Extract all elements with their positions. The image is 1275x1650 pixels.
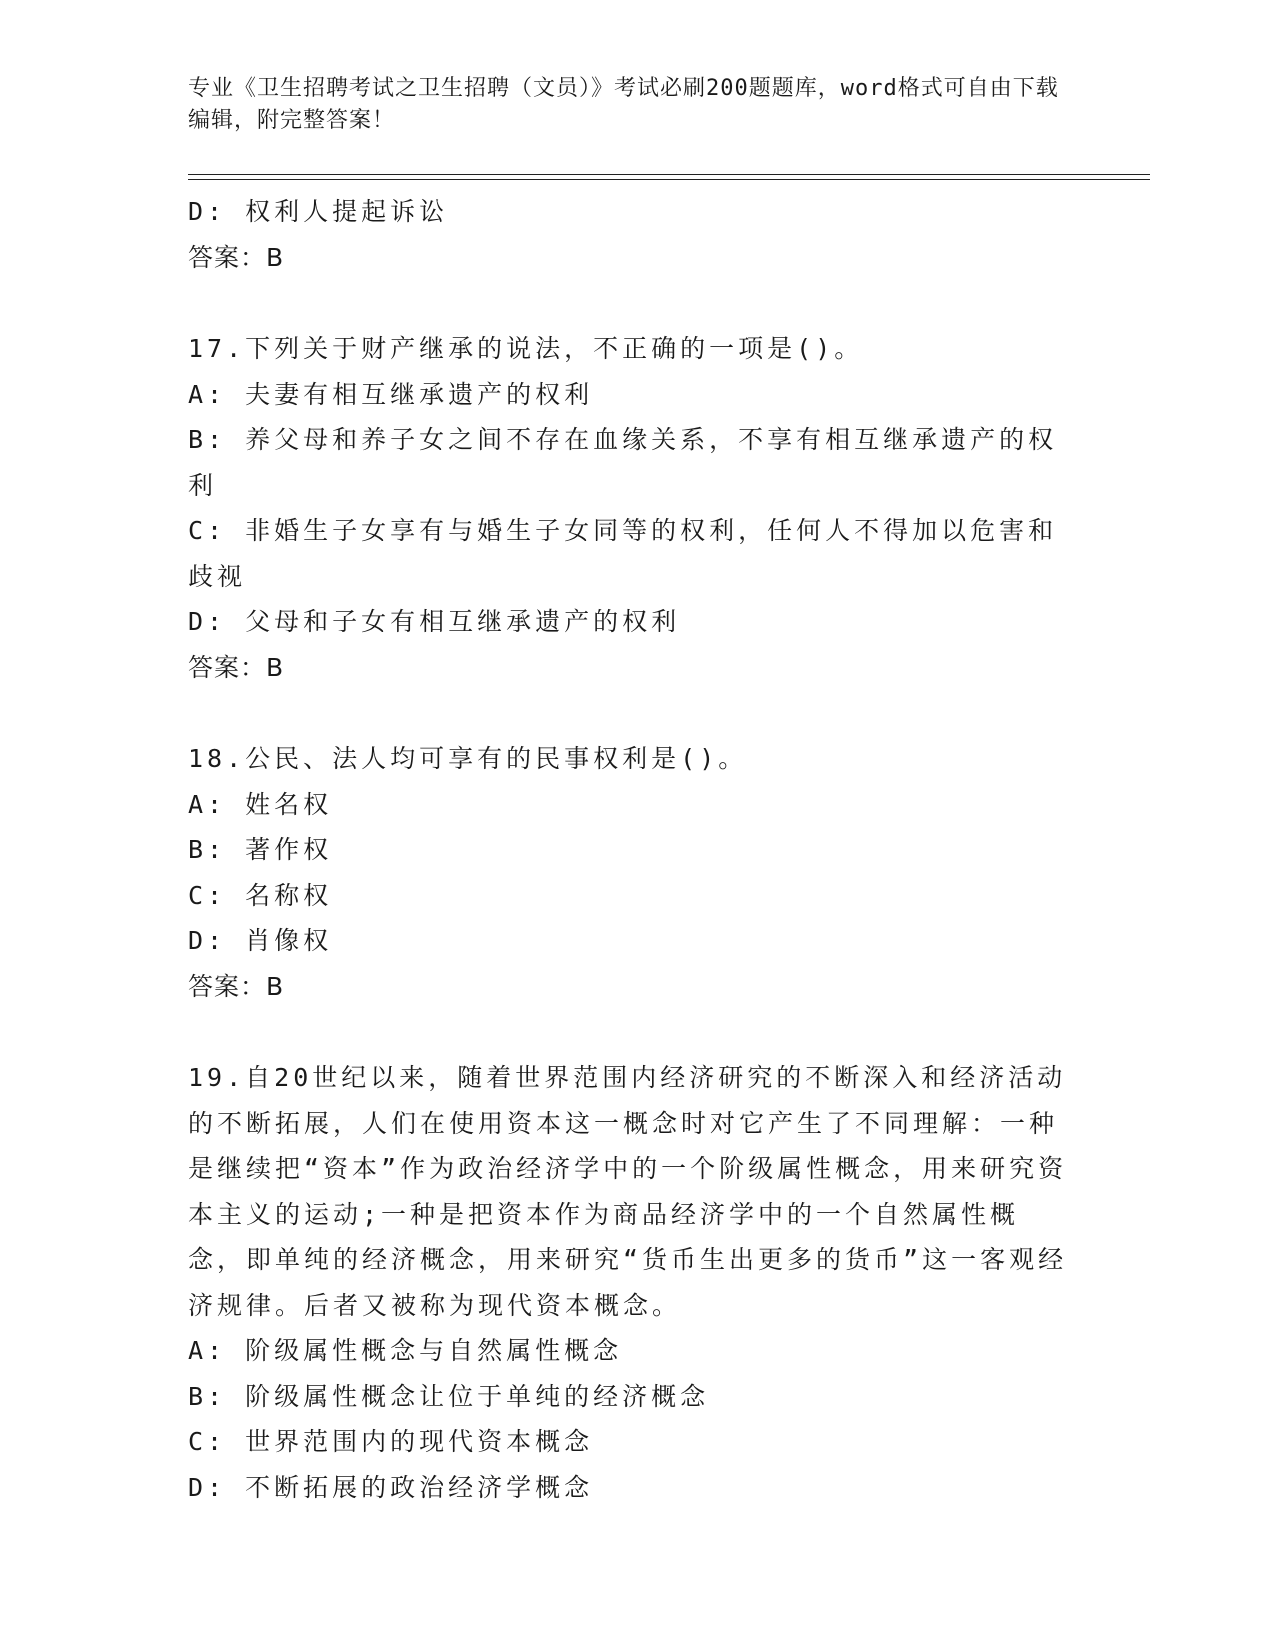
question-content [188,189,1068,1510]
header-divider [188,174,1150,180]
spacer [188,280,1068,326]
option-d: D: 权利人提起诉讼 [188,197,449,226]
answer-label: 答案：B [188,971,285,1001]
page-header: 专业《卫生招聘考试之卫生招聘（文员）》考试必刷200题题库，word格式可自由下载编辑，附完整答案！ [188,76,1059,133]
option-c: C: 世界范围内的现代资本概念 [188,1427,594,1456]
option-d: D: 不断拓展的政治经济学概念 [188,1472,594,1502]
option-a: A: 姓名权 [188,789,333,819]
option-b: B: 著作权 [188,835,333,864]
question-block-18 [188,736,1068,1009]
option-a: A: 阶级属性概念与自然属性概念 [188,1336,623,1365]
question-stem: 17.下列关于财产继承的说法，不正确的一项是()。 [188,334,864,363]
option-b: B: 养父母和养子女之间不存在血缘关系，不享有相互继承遗产的权利 [188,425,1058,500]
option-c: C: 非婚生子女享有与婚生子女同等的权利，任何人不得加以危害和歧视 [188,516,1058,591]
option-b: B: 阶级属性概念让位于单纯的经济概念 [188,1381,710,1411]
answer-label: 答案：B [188,652,285,682]
spacer [188,1009,1068,1055]
answer-label: 答案：B [188,242,285,272]
question-block-19 [188,1055,1068,1510]
option-a: A: 夫妻有相互继承遗产的权利 [188,379,594,409]
question-stem: 19.自20世纪以来，随着世界范围内经济研究的不断深入和经济活动的不断拓展，人们在使用资本这一概念时对它产生了不同理解：一种是继续把“资本”作为政治经济学中的一个阶级属性概念，用来研究资本主义的运动;一种是把资本作为商品经济学中的一个自然属性概念，即单纯的经济概念，用来研究“货币生出更多的货币”这一客观经济规律。后者又被称为现代资本概念。 [188,1063,1068,1320]
question-block-17 [188,326,1068,690]
question-stem: 18.公民、法人均可享有的民事权利是()。 [188,744,748,773]
option-c: C: 名称权 [188,880,333,910]
spacer [188,690,1068,736]
option-d: D: 肖像权 [188,926,333,955]
option-d: D: 父母和子女有相互继承遗产的权利 [188,607,681,636]
